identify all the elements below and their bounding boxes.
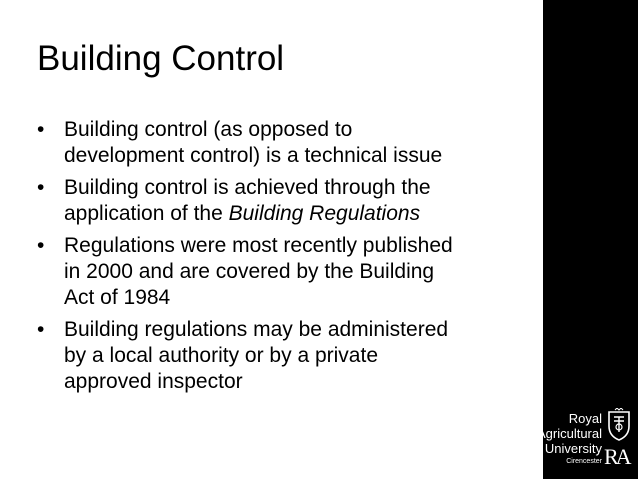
bullet-line: approved inspector (64, 370, 243, 393)
bullet-line: by a local authority or by a private (64, 344, 378, 367)
bullet-line: Building control (as opposed to (64, 118, 353, 141)
logo-monogram: RA (604, 444, 629, 469)
bullet-line: in 2000 and are covered by the Building (64, 260, 435, 283)
bullet-line: Building control is achieved through the (64, 176, 431, 199)
bullet-glyph: • (37, 176, 45, 199)
logo-line-agricultural: Agricultural (536, 426, 602, 441)
bullet-item (37, 317, 537, 395)
bullet-glyph: • (37, 118, 45, 141)
bullet-item (37, 175, 537, 227)
logo-line-cirencester: Cirencester (566, 458, 602, 465)
logo-line-university: University (544, 441, 602, 456)
bullet-emphasis: Building Regulations (228, 202, 421, 225)
logo-line-royal: Royal (568, 411, 602, 426)
bullet-list (37, 117, 537, 401)
bullet-glyph: • (37, 318, 45, 341)
bullet-line-text: application of the (64, 202, 229, 225)
slide-title: Building Control (37, 39, 285, 78)
bullet-line: development control) is a technical issue (64, 144, 443, 167)
bullet-item (37, 117, 537, 169)
bullet-item (37, 233, 537, 311)
bullet-line: Regulations were most recently published (64, 234, 453, 257)
crest-icon (606, 408, 632, 442)
university-logo (536, 406, 636, 476)
bullet-line: Building regulations may be administered (64, 318, 449, 341)
bullet-line-with-emphasis (64, 201, 537, 227)
bullet-line: Act of 1984 (64, 286, 171, 309)
bullet-glyph: • (37, 234, 45, 257)
